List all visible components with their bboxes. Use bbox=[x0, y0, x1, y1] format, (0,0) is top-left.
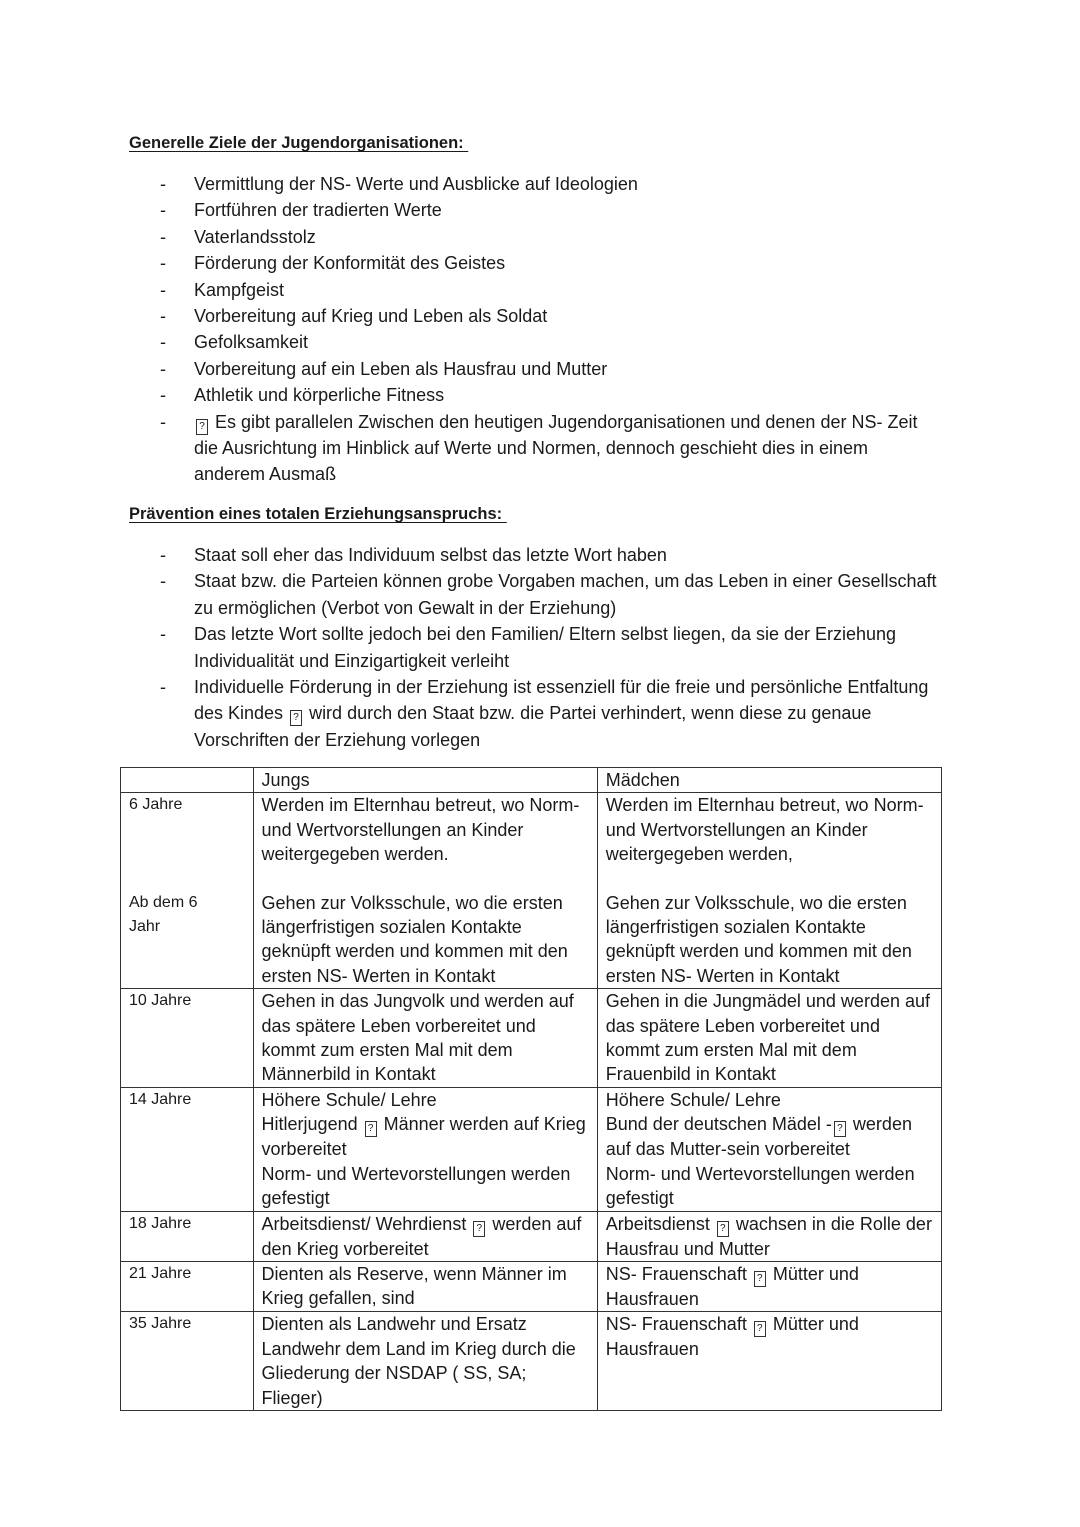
table-cell-age: 10 Jahre bbox=[121, 989, 254, 1088]
table-cell-boys: Dienten als Landwehr und Ersatz Landwehr dem Land im Krieg durch die Gliederung der NSDAP ( SS, SA; Flieger) bbox=[253, 1312, 597, 1411]
missing-glyph-icon: ? bbox=[365, 1121, 377, 1137]
table-header-girls: Mädchen bbox=[597, 768, 941, 793]
section-heading-prevention: Prävention eines totalen Erziehungsanspruchs: bbox=[129, 505, 507, 523]
table-header-age bbox=[121, 768, 254, 793]
table-row bbox=[121, 793, 942, 989]
table-cell-girls: NS- Frauenschaft ? Mütter und Hausfrauen bbox=[597, 1261, 941, 1311]
table-cell-girls: Arbeitsdienst ? wachsen in die Rolle der Hausfrau und Mutter bbox=[597, 1211, 941, 1261]
list-item: - Förderung der Konformität des Geistes bbox=[160, 253, 506, 274]
list-item: - Das letzte Wort sollte jedoch bei den Familien/ Eltern selbst liegen, da sie der Erziehung Individualität und Einzigartigkeit verleiht bbox=[160, 624, 897, 671]
table-row bbox=[121, 1211, 942, 1261]
table-cell-girls: Höhere Schule/ Lehre Bund der deutschen Mädel - ? werden auf das Mutter-sein vorbereitet Norm- und Wertevorstellungen werden gefestigt bbox=[597, 1087, 941, 1211]
table-row bbox=[121, 1312, 942, 1411]
missing-glyph-icon: ? bbox=[754, 1321, 766, 1337]
missing-glyph-icon: ? bbox=[196, 419, 208, 435]
list-item: - Vorbereitung auf ein Leben als Hausfrau und Mutter bbox=[160, 358, 608, 379]
missing-glyph-icon: ? bbox=[473, 1221, 485, 1237]
table-cell-girls: NS- Frauenschaft ? Mütter und Hausfrauen bbox=[597, 1312, 941, 1411]
missing-glyph-icon: ? bbox=[290, 710, 302, 726]
table-row bbox=[121, 989, 942, 1088]
missing-glyph-icon: ? bbox=[834, 1121, 846, 1137]
list-item: - Kampfgeist bbox=[160, 279, 285, 300]
list-item: - Fortführen der tradierten Werte bbox=[160, 200, 442, 221]
list-item: - Vorbereitung auf Krieg und Leben als Soldat bbox=[160, 306, 548, 327]
table-cell-boys: Höhere Schule/ Lehre Hitlerjugend ? Männer werden auf Krieg vorbereitet Norm- und Wertevorstellungen werden gefestigt bbox=[253, 1087, 597, 1211]
age-stages-table bbox=[120, 767, 942, 1411]
list-item: - Staat soll eher das Individuum selbst das letzte Wort haben bbox=[160, 545, 667, 565]
table-cell-boys: Dienten als Reserve, wenn Männer im Krieg gefallen, sind bbox=[253, 1261, 597, 1311]
table-header-boys: Jungs bbox=[253, 768, 597, 793]
table-cell-boys: Gehen in das Jungvolk und werden auf das spätere Leben vorbereitet und kommt zum ersten Mal mit dem Männerbild in Kontakt bbox=[253, 989, 597, 1088]
list-item: - Vaterlandsstolz bbox=[160, 226, 316, 247]
goals-list bbox=[160, 171, 960, 488]
table-cell-age: 6 Jahre Ab dem 6 Jahr bbox=[121, 793, 254, 989]
section-heading-goals: Generelle Ziele der Jugendorganisationen: bbox=[129, 134, 469, 152]
table-cell-age: 14 Jahre bbox=[121, 1087, 254, 1211]
list-item: - Staat bzw. die Parteien können grobe Vorgaben machen, um das Leben in einer Gesellschaft zu ermöglichen (Verbot von Gewalt in der Erziehung) bbox=[160, 571, 937, 618]
table-cell-girls: Gehen in die Jungmädel und werden auf das spätere Leben vorbereitet und kommt zum ersten Mal mit dem Frauenbild in Kontakt bbox=[597, 989, 941, 1088]
list-item: - Athletik und körperliche Fitness bbox=[160, 385, 445, 406]
table-cell-age: 21 Jahre bbox=[121, 1261, 254, 1311]
table-header-row bbox=[121, 768, 942, 793]
table-cell-age: 18 Jahre bbox=[121, 1211, 254, 1261]
prevention-list bbox=[160, 542, 960, 753]
table-cell-girls: Werden im Elternhau betreut, wo Norm- und Wertvorstellungen an Kinder weitergegeben werden, Gehen zur Volksschule, wo die ersten längerfristigen sozialen Kontakte geknüpft werden und kommen mit den ersten NS- Werten in Kontakt bbox=[597, 793, 941, 989]
list-item: - Individuelle Förderung in der Erziehung ist essenziell für die freie und persönliche Entfaltung des Kindes ? wird durch den Staat bzw. die Partei verhindert, wenn diese zu genaue Vorschriften der Erziehung vorlegen bbox=[160, 677, 929, 750]
table-row bbox=[121, 1087, 942, 1211]
list-item: - Gefolksamkeit bbox=[160, 332, 309, 353]
missing-glyph-icon: ? bbox=[717, 1221, 729, 1237]
list-item: - ? Es gibt parallelen Zwischen den heutigen Jugendorganisationen und denen der NS- Zeit die Ausrichtung im Hinblick auf Werte und Normen, dennoch geschieht dies in einem anderem Ausmaß bbox=[160, 411, 918, 485]
table-cell-boys: Arbeitsdienst/ Wehrdienst ? werden auf den Krieg vorbereitet bbox=[253, 1211, 597, 1261]
table-row bbox=[121, 1261, 942, 1311]
list-item: - Vermittlung der NS- Werte und Ausblicke auf Ideologien bbox=[160, 174, 638, 194]
missing-glyph-icon: ? bbox=[754, 1271, 766, 1287]
table-cell-age: 35 Jahre bbox=[121, 1312, 254, 1411]
table-cell-boys: Werden im Elternhau betreut, wo Norm- und Wertvorstellungen an Kinder weitergegeben werden. Gehen zur Volksschule, wo die ersten längerfristigen sozialen Kontakte geknüpft werden und kommen mit den ersten NS- Werten in Kontakt bbox=[253, 793, 597, 989]
